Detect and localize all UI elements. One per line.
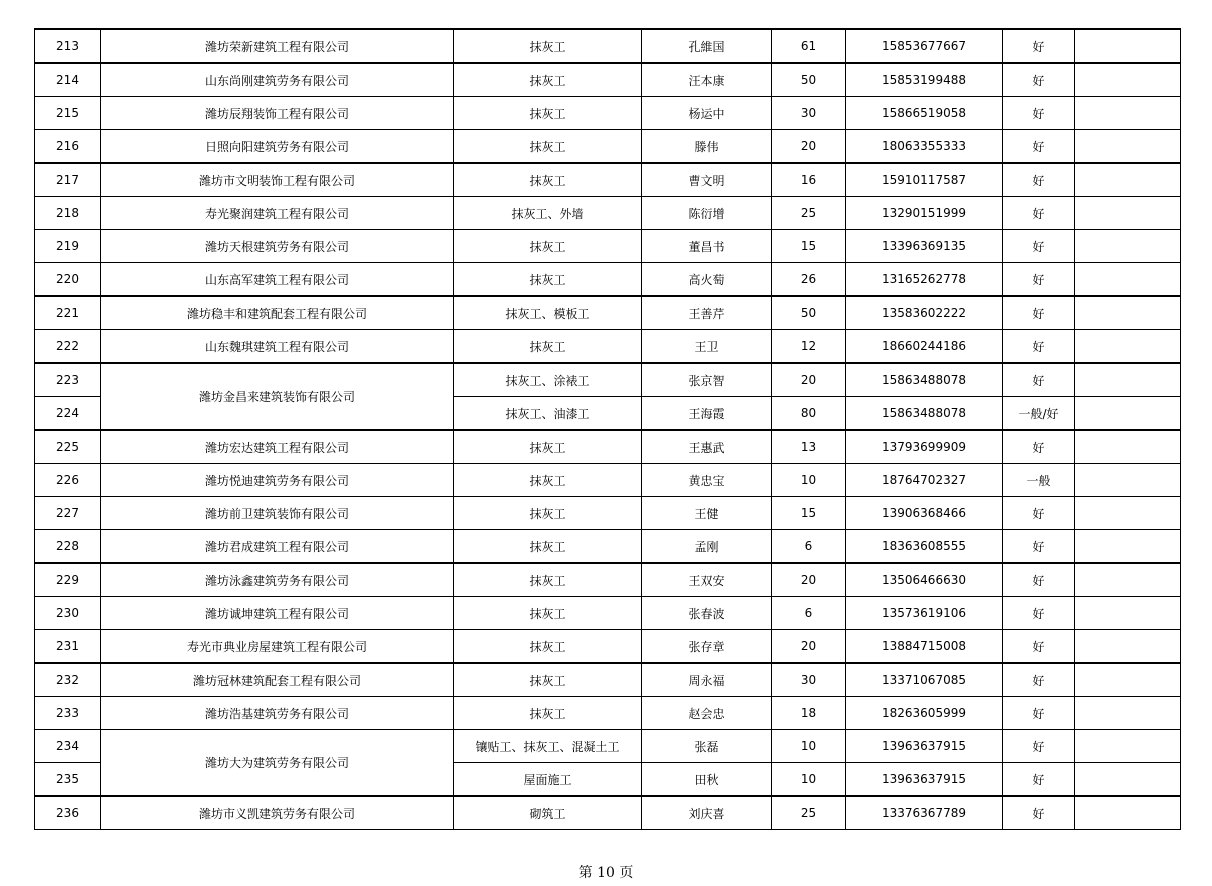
table-row bbox=[35, 730, 1181, 763]
company-name-cell: 潍坊诚坤建筑工程有限公司 bbox=[101, 597, 454, 630]
contact-name-cell: 张京智 bbox=[642, 363, 772, 397]
row-number-cell: 233 bbox=[35, 697, 101, 730]
rating-cell: 好 bbox=[1003, 230, 1075, 263]
rating-cell: 好 bbox=[1003, 663, 1075, 697]
phone-number-cell: 15866519058 bbox=[846, 97, 1003, 130]
contact-name-cell: 赵会忠 bbox=[642, 697, 772, 730]
row-number-cell: 227 bbox=[35, 497, 101, 530]
contact-name-cell: 王双安 bbox=[642, 563, 772, 597]
row-number-cell: 217 bbox=[35, 163, 101, 197]
phone-number-cell: 13376367789 bbox=[846, 796, 1003, 830]
phone-number-cell: 15853199488 bbox=[846, 63, 1003, 97]
contact-name-cell: 刘庆喜 bbox=[642, 796, 772, 830]
work-type-cell: 抹灰工 bbox=[454, 29, 642, 63]
table-row bbox=[35, 197, 1181, 230]
worker-count-cell: 80 bbox=[772, 397, 846, 431]
work-type-cell: 抹灰工、油漆工 bbox=[454, 397, 642, 431]
table-row bbox=[35, 430, 1181, 464]
contact-name-cell: 黄忠宝 bbox=[642, 464, 772, 497]
worker-count-cell: 50 bbox=[772, 63, 846, 97]
worker-count-cell: 50 bbox=[772, 296, 846, 330]
rating-cell: 一般/好 bbox=[1003, 397, 1075, 431]
phone-number-cell: 15853677667 bbox=[846, 29, 1003, 63]
phone-number-cell: 13906368466 bbox=[846, 497, 1003, 530]
contact-name-cell: 张存章 bbox=[642, 630, 772, 664]
worker-count-cell: 25 bbox=[772, 796, 846, 830]
phone-number-cell: 13963637915 bbox=[846, 763, 1003, 797]
note-cell bbox=[1075, 296, 1181, 330]
phone-number-cell: 18660244186 bbox=[846, 330, 1003, 364]
contact-name-cell: 王海霞 bbox=[642, 397, 772, 431]
company-name-cell: 潍坊冠林建筑配套工程有限公司 bbox=[101, 663, 454, 697]
company-name-cell: 潍坊君成建筑工程有限公司 bbox=[101, 530, 454, 564]
work-type-cell: 抹灰工 bbox=[454, 630, 642, 664]
company-name-cell: 潍坊市义凯建筑劳务有限公司 bbox=[101, 796, 454, 830]
phone-number-cell: 18363608555 bbox=[846, 530, 1003, 564]
note-cell bbox=[1075, 597, 1181, 630]
phone-number-cell: 13506466630 bbox=[846, 563, 1003, 597]
table-row bbox=[35, 263, 1181, 297]
rating-cell: 好 bbox=[1003, 697, 1075, 730]
table-row bbox=[35, 63, 1181, 97]
phone-number-cell: 18263605999 bbox=[846, 697, 1003, 730]
company-name-cell: 潍坊前卫建筑装饰有限公司 bbox=[101, 497, 454, 530]
row-number-cell: 219 bbox=[35, 230, 101, 263]
contact-name-cell: 曹文明 bbox=[642, 163, 772, 197]
row-number-cell: 234 bbox=[35, 730, 101, 763]
row-number-cell: 222 bbox=[35, 330, 101, 364]
rating-cell: 好 bbox=[1003, 430, 1075, 464]
rating-cell: 好 bbox=[1003, 563, 1075, 597]
worker-count-cell: 26 bbox=[772, 263, 846, 297]
company-name-cell: 潍坊大为建筑劳务有限公司 bbox=[101, 730, 454, 797]
company-name-cell: 潍坊金昌来建筑装饰有限公司 bbox=[101, 363, 454, 430]
phone-number-cell: 13165262778 bbox=[846, 263, 1003, 297]
rating-cell: 好 bbox=[1003, 330, 1075, 364]
work-type-cell: 抹灰工、外墙 bbox=[454, 197, 642, 230]
note-cell bbox=[1075, 97, 1181, 130]
company-name-cell: 潍坊悦迪建筑劳务有限公司 bbox=[101, 464, 454, 497]
rating-cell: 好 bbox=[1003, 163, 1075, 197]
contact-name-cell: 孔維国 bbox=[642, 29, 772, 63]
row-number-cell: 215 bbox=[35, 97, 101, 130]
rating-cell: 好 bbox=[1003, 597, 1075, 630]
work-type-cell: 抹灰工、涂裱工 bbox=[454, 363, 642, 397]
note-cell bbox=[1075, 197, 1181, 230]
table-row bbox=[35, 330, 1181, 364]
row-number-cell: 226 bbox=[35, 464, 101, 497]
work-type-cell: 抹灰工 bbox=[454, 130, 642, 164]
note-cell bbox=[1075, 497, 1181, 530]
note-cell bbox=[1075, 563, 1181, 597]
contact-name-cell: 杨运中 bbox=[642, 97, 772, 130]
row-number-cell: 223 bbox=[35, 363, 101, 397]
table-row bbox=[35, 597, 1181, 630]
row-number-cell: 224 bbox=[35, 397, 101, 431]
work-type-cell: 抹灰工 bbox=[454, 230, 642, 263]
note-cell bbox=[1075, 263, 1181, 297]
work-type-cell: 抹灰工 bbox=[454, 697, 642, 730]
company-name-cell: 寿光聚润建筑工程有限公司 bbox=[101, 197, 454, 230]
worker-count-cell: 30 bbox=[772, 663, 846, 697]
company-name-cell: 潍坊天根建筑劳务有限公司 bbox=[101, 230, 454, 263]
company-name-cell: 潍坊荣新建筑工程有限公司 bbox=[101, 29, 454, 63]
company-name-cell: 潍坊稳丰和建筑配套工程有限公司 bbox=[101, 296, 454, 330]
work-type-cell: 抹灰工 bbox=[454, 263, 642, 297]
table-row bbox=[35, 130, 1181, 164]
row-number-cell: 213 bbox=[35, 29, 101, 63]
company-name-cell: 山东高军建筑工程有限公司 bbox=[101, 263, 454, 297]
roster-table bbox=[34, 28, 1181, 830]
contact-name-cell: 汪本康 bbox=[642, 63, 772, 97]
note-cell bbox=[1075, 530, 1181, 564]
table-row bbox=[35, 230, 1181, 263]
worker-count-cell: 6 bbox=[772, 530, 846, 564]
work-type-cell: 抹灰工 bbox=[454, 430, 642, 464]
company-name-cell: 潍坊市文明装饰工程有限公司 bbox=[101, 163, 454, 197]
rating-cell: 好 bbox=[1003, 29, 1075, 63]
rating-cell: 好 bbox=[1003, 730, 1075, 763]
table-row bbox=[35, 464, 1181, 497]
work-type-cell: 镶贴工、抹灰工、混凝土工 bbox=[454, 730, 642, 763]
table-row bbox=[35, 563, 1181, 597]
worker-count-cell: 6 bbox=[772, 597, 846, 630]
rating-cell: 好 bbox=[1003, 97, 1075, 130]
worker-count-cell: 15 bbox=[772, 230, 846, 263]
rating-cell: 一般 bbox=[1003, 464, 1075, 497]
work-type-cell: 抹灰工 bbox=[454, 97, 642, 130]
row-number-cell: 225 bbox=[35, 430, 101, 464]
phone-number-cell: 13583602222 bbox=[846, 296, 1003, 330]
note-cell bbox=[1075, 330, 1181, 364]
worker-count-cell: 20 bbox=[772, 363, 846, 397]
worker-count-cell: 10 bbox=[772, 730, 846, 763]
phone-number-cell: 15910117587 bbox=[846, 163, 1003, 197]
worker-count-cell: 30 bbox=[772, 97, 846, 130]
table-row bbox=[35, 530, 1181, 564]
phone-number-cell: 13963637915 bbox=[846, 730, 1003, 763]
rating-cell: 好 bbox=[1003, 363, 1075, 397]
company-name-cell: 潍坊辰翔装饰工程有限公司 bbox=[101, 97, 454, 130]
row-number-cell: 221 bbox=[35, 296, 101, 330]
note-cell bbox=[1075, 663, 1181, 697]
company-name-cell: 日照向阳建筑劳务有限公司 bbox=[101, 130, 454, 164]
note-cell bbox=[1075, 130, 1181, 164]
rating-cell: 好 bbox=[1003, 296, 1075, 330]
rating-cell: 好 bbox=[1003, 197, 1075, 230]
roster-body bbox=[35, 29, 1181, 830]
company-name-cell: 潍坊宏达建筑工程有限公司 bbox=[101, 430, 454, 464]
phone-number-cell: 13290151999 bbox=[846, 197, 1003, 230]
note-cell bbox=[1075, 796, 1181, 830]
contact-name-cell: 王健 bbox=[642, 497, 772, 530]
note-cell bbox=[1075, 363, 1181, 397]
rating-cell: 好 bbox=[1003, 630, 1075, 664]
row-number-cell: 231 bbox=[35, 630, 101, 664]
table-row bbox=[35, 663, 1181, 697]
phone-number-cell: 13396369135 bbox=[846, 230, 1003, 263]
work-type-cell: 抹灰工 bbox=[454, 63, 642, 97]
contact-name-cell: 田秋 bbox=[642, 763, 772, 797]
rating-cell: 好 bbox=[1003, 63, 1075, 97]
worker-count-cell: 18 bbox=[772, 697, 846, 730]
contact-name-cell: 滕伟 bbox=[642, 130, 772, 164]
contact-name-cell: 王惠武 bbox=[642, 430, 772, 464]
row-number-cell: 232 bbox=[35, 663, 101, 697]
work-type-cell: 抹灰工 bbox=[454, 663, 642, 697]
company-name-cell: 山东魏琪建筑工程有限公司 bbox=[101, 330, 454, 364]
company-name-cell: 山东尚刚建筑劳务有限公司 bbox=[101, 63, 454, 97]
row-number-cell: 236 bbox=[35, 796, 101, 830]
row-number-cell: 216 bbox=[35, 130, 101, 164]
note-cell bbox=[1075, 29, 1181, 63]
phone-number-cell: 15863488078 bbox=[846, 397, 1003, 431]
worker-count-cell: 12 bbox=[772, 330, 846, 364]
rating-cell: 好 bbox=[1003, 497, 1075, 530]
contact-name-cell: 孟刚 bbox=[642, 530, 772, 564]
row-number-cell: 229 bbox=[35, 563, 101, 597]
table-row bbox=[35, 497, 1181, 530]
worker-count-cell: 10 bbox=[772, 763, 846, 797]
table-row bbox=[35, 697, 1181, 730]
worker-count-cell: 20 bbox=[772, 130, 846, 164]
row-number-cell: 235 bbox=[35, 763, 101, 797]
contact-name-cell: 张春波 bbox=[642, 597, 772, 630]
note-cell bbox=[1075, 730, 1181, 763]
table-row bbox=[35, 163, 1181, 197]
row-number-cell: 230 bbox=[35, 597, 101, 630]
company-name-cell: 潍坊浩基建筑劳务有限公司 bbox=[101, 697, 454, 730]
contact-name-cell: 王卫 bbox=[642, 330, 772, 364]
worker-count-cell: 20 bbox=[772, 563, 846, 597]
worker-count-cell: 13 bbox=[772, 430, 846, 464]
contact-name-cell: 周永福 bbox=[642, 663, 772, 697]
work-type-cell: 抹灰工 bbox=[454, 530, 642, 564]
contact-name-cell: 董昌书 bbox=[642, 230, 772, 263]
worker-count-cell: 15 bbox=[772, 497, 846, 530]
note-cell bbox=[1075, 697, 1181, 730]
work-type-cell: 抹灰工 bbox=[454, 597, 642, 630]
row-number-cell: 228 bbox=[35, 530, 101, 564]
contact-name-cell: 王善芹 bbox=[642, 296, 772, 330]
phone-number-cell: 18764702327 bbox=[846, 464, 1003, 497]
worker-count-cell: 16 bbox=[772, 163, 846, 197]
work-type-cell: 屋面施工 bbox=[454, 763, 642, 797]
phone-number-cell: 13884715008 bbox=[846, 630, 1003, 664]
note-cell bbox=[1075, 763, 1181, 797]
company-name-cell: 寿光市典业房屋建筑工程有限公司 bbox=[101, 630, 454, 664]
page-number: 第 10 页 bbox=[578, 865, 634, 881]
note-cell bbox=[1075, 163, 1181, 197]
work-type-cell: 抹灰工 bbox=[454, 330, 642, 364]
contact-name-cell: 陈衍增 bbox=[642, 197, 772, 230]
contact-name-cell: 高火萄 bbox=[642, 263, 772, 297]
worker-count-cell: 61 bbox=[772, 29, 846, 63]
company-name-cell: 潍坊泳鑫建筑劳务有限公司 bbox=[101, 563, 454, 597]
rating-cell: 好 bbox=[1003, 796, 1075, 830]
rating-cell: 好 bbox=[1003, 763, 1075, 797]
phone-number-cell: 13573619106 bbox=[846, 597, 1003, 630]
note-cell bbox=[1075, 397, 1181, 431]
rating-cell: 好 bbox=[1003, 130, 1075, 164]
phone-number-cell: 13793699909 bbox=[846, 430, 1003, 464]
row-number-cell: 218 bbox=[35, 197, 101, 230]
table-row bbox=[35, 796, 1181, 830]
work-type-cell: 抹灰工、模板工 bbox=[454, 296, 642, 330]
table-row bbox=[35, 97, 1181, 130]
row-number-cell: 220 bbox=[35, 263, 101, 297]
note-cell bbox=[1075, 63, 1181, 97]
phone-number-cell: 15863488078 bbox=[846, 363, 1003, 397]
table-row bbox=[35, 29, 1181, 63]
table-row bbox=[35, 363, 1181, 397]
work-type-cell: 砌筑工 bbox=[454, 796, 642, 830]
work-type-cell: 抹灰工 bbox=[454, 563, 642, 597]
phone-number-cell: 18063355333 bbox=[846, 130, 1003, 164]
note-cell bbox=[1075, 630, 1181, 664]
table-row bbox=[35, 630, 1181, 664]
phone-number-cell: 13371067085 bbox=[846, 663, 1003, 697]
row-number-cell: 214 bbox=[35, 63, 101, 97]
contact-name-cell: 张磊 bbox=[642, 730, 772, 763]
note-cell bbox=[1075, 230, 1181, 263]
note-cell bbox=[1075, 430, 1181, 464]
rating-cell: 好 bbox=[1003, 530, 1075, 564]
worker-count-cell: 25 bbox=[772, 197, 846, 230]
worker-count-cell: 20 bbox=[772, 630, 846, 664]
worker-count-cell: 10 bbox=[772, 464, 846, 497]
work-type-cell: 抹灰工 bbox=[454, 163, 642, 197]
work-type-cell: 抹灰工 bbox=[454, 464, 642, 497]
work-type-cell: 抹灰工 bbox=[454, 497, 642, 530]
rating-cell: 好 bbox=[1003, 263, 1075, 297]
table-row bbox=[35, 296, 1181, 330]
note-cell bbox=[1075, 464, 1181, 497]
